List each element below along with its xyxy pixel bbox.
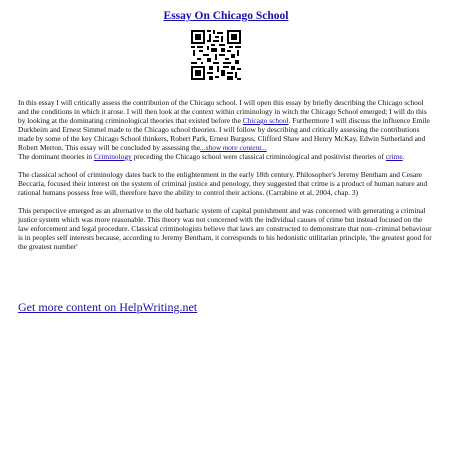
paragraph-classical-school: The classical school of criminology dates back to the enlightenment in the early 18th century. Philosopher's Jeremy Bentham and Cesare Beccaria, focused their interest on the system of criminal justice and penology, they suggested that crime is a product of human nature and rational humans possess free will, therefore have the ability to control their actions. (Carrabine et al, 2004, chap. 3) — [18, 170, 428, 197]
get-more-content-link[interactable]: Get more content on HelpWriting.net — [18, 300, 198, 314]
intro-text-4: preceding the Chicago school were classical criminological and positivist theories of — [131, 152, 386, 161]
intro-text-1: In this essay I will critically assess the contribution of the Chicago school. I will open this essay by briefly describing the Chicago school and the conditions in which it arose. I will then look at the context within criminology in witch the Chicago School emerged; I will do this by looking at the dominating criminological theories that existed before the — [18, 98, 427, 125]
chicago-school-link[interactable]: Chicago school — [242, 116, 289, 125]
show-more-link[interactable]: ...show more content... — [200, 143, 267, 152]
page-title[interactable]: Essay On Chicago School — [163, 10, 289, 22]
paragraph-perspective: This perspective emerged as an alternative to the old barbaric system of capital punishment and was concerned with generating a criminal justice system which was more reasonable. This theory was not concerned with the individual causes of crime but instead focused on the law enforcement and legal procedure. Classical criminologists believe that laws are constructed to demonstrate that non–criminal behaviour is in peoples self interests because, according to Jeremy Bentham, it corresponds to his hedonistic utilitarian principle, 'the greatest good for the greatest number' — [18, 206, 432, 251]
intro-text-5: . — [402, 152, 405, 161]
qr-code-icon — [191, 30, 241, 80]
paragraph-intro — [18, 98, 434, 161]
crime-link[interactable]: crime — [385, 152, 403, 161]
essay-body — [18, 98, 434, 251]
criminology-link[interactable]: Criminology — [93, 152, 132, 161]
intro-text-3: The dominant theories in — [18, 152, 94, 161]
intro-text-2: . Furthermore I will discuss the influence Emile Durkheim and Ernest Simmel made to the Chicago school theories. I will follow by describing and critically assessing the contributions made by some of the key Chicago School thinkers, Robert Park, Ernest Burgess, Clifford Shaw and Henry McKay, Edwin Sutherland and Robert Merton. This essay will be concluded by assessing the — [18, 116, 430, 152]
